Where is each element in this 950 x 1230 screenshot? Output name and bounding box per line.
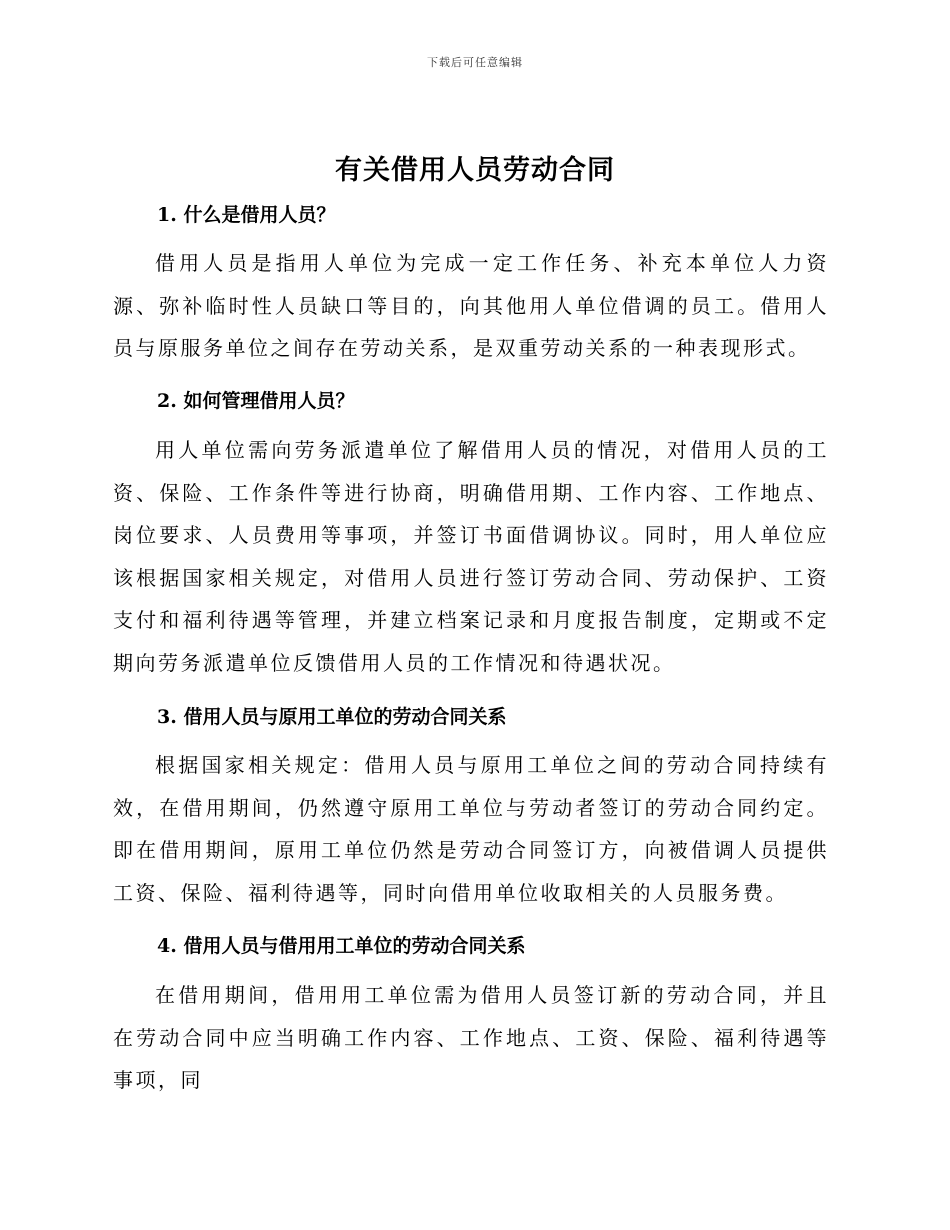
section-2-paragraph: 用人单位需向劳务派遣单位了解借用人员的情况，对借用人员的工资、保险、工作条件等进行协商，明确借用期、工作内容、工作地点、岗位要求、人员费用等事项，并签订书面借调协议。同时，用人单位应该根据国家相关规定，对借用人员进行签订劳动合同、劳动保护、工资支付和福利待遇等管理，并建立档案记录和月度报告制度，定期或不定期向劳务派遣单位反馈借用人员的工作情况和待遇状况。 — [113, 438, 829, 675]
section-4-heading: 4. 借用人员与借用用工单位的劳动合同关系 — [157, 935, 526, 957]
header-note: 下载后可任意编辑 — [427, 56, 523, 69]
section-3-heading: 3. 借用人员与原用工单位的劳动合同关系 — [157, 706, 507, 728]
section-2-heading: 2. 如何管理借用人员？ — [157, 390, 355, 412]
section-1-heading: 1. 什么是借用人员？ — [157, 204, 336, 226]
section-4-paragraph: 在借用期间，借用用工单位需为借用人员签订新的劳动合同，并且在劳动合同中应当明确工作内容、工作地点、工资、保险、福利待遇等事项，同 — [113, 983, 829, 1092]
section-3-paragraph: 根据国家相关规定：借用人员与原用工单位之间的劳动合同持续有效，在借用期间，仍然遵守原用工单位与劳动者签订的劳动合同约定。即在借用期间，原用工单位仍然是劳动合同签订方，向被借调人员提供工资、保险、福利待遇等，同时向借用单位收取相关的人员服务费。 — [113, 753, 829, 905]
document-title: 有关借用人员劳动合同 — [335, 155, 615, 186]
section-1-paragraph: 借用人员是指用人单位为完成一定工作任务、补充本单位人力资源、弥补临时性人员缺口等目的，向其他用人单位借调的员工。借用人员与原服务单位之间存在劳动关系，是双重劳动关系的一种表现形式。 — [113, 251, 829, 360]
